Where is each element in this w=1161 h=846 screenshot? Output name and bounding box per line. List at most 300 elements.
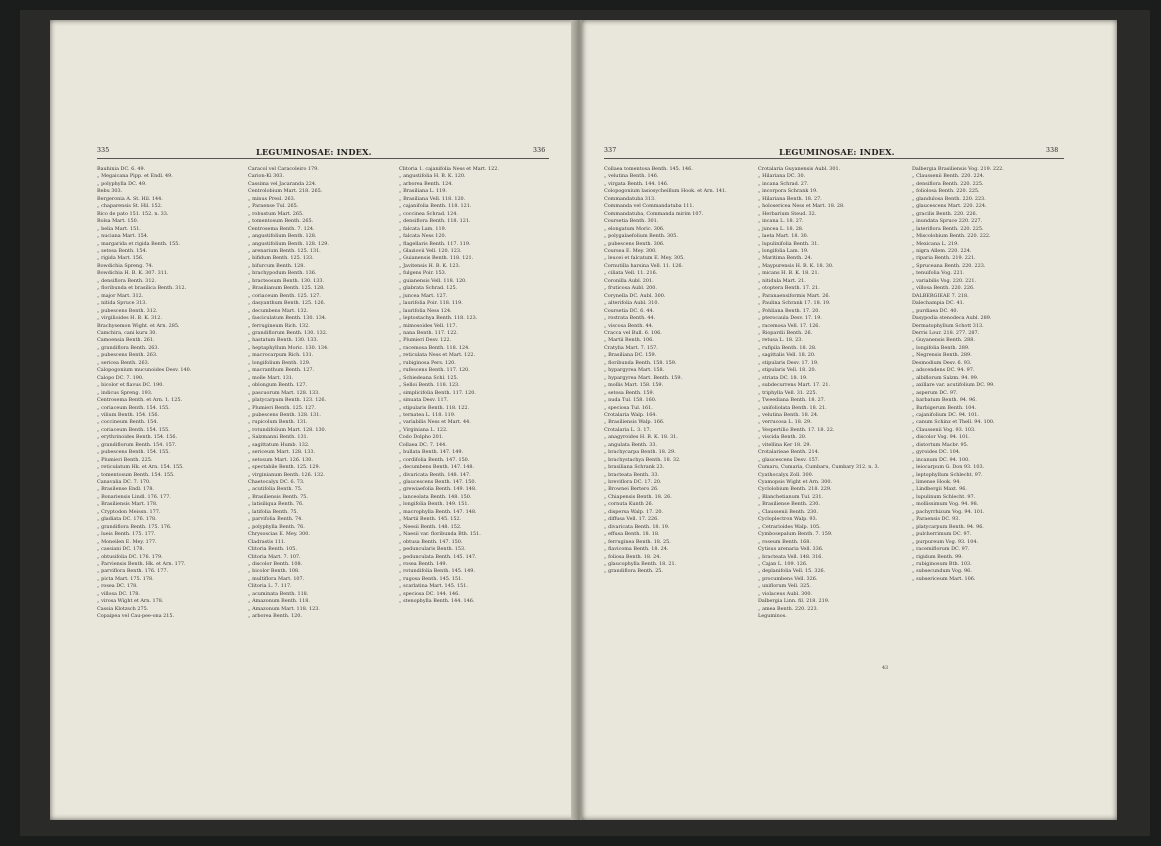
index-entry: „ vilium Benth. 154. 156. [97,411,160,418]
index-entry: „ angustifolia H. B. K. 120. [399,173,466,180]
index-entry: Clitoria 1. cajanifolia Ness et Mart. 122. [399,166,499,172]
index-entry: „ laurifolia Ness 124. [399,307,452,314]
index-entry: „ Brasiliana L. 119. [399,188,447,195]
index-entry: „ longifolium Benth. 129. [248,359,311,366]
index-entry: Chaetocalyx DC. 6. 73. [248,479,305,486]
index-entry: Brachysemon Wight. et Arn. 285. [97,322,180,329]
index-entry: „ sagittatum Humb. 132. [248,441,310,448]
index-entry: Cornutilla harsina Vell. 11. 126. [604,262,683,269]
index-entry: „ obtusa Benth. 147. 150. [399,538,463,545]
index-entry: „ mollis Mart. 158. 159. [604,382,664,389]
index-entry: „ margarida et rigida Benth. 155. [97,240,180,247]
index-entry: „ acutifolia Benth. 75. [248,486,303,493]
index-entry: „ virgilioides H. B. K. 312. [97,315,162,322]
index-entry: „ lupulinifolia Benth. 31. [758,240,819,247]
index-entry: Cracca vel Bull. 6. 106. [604,329,662,336]
index-entry: „ Brasilianum Benth. 125. 128. [248,285,325,292]
index-entry: „ coccinea Schrad. 124. [399,210,458,217]
index-entry: „ Paulina Schrank 17. 18. 19. [758,300,831,307]
index-entry: „ Cetrarioides Walp. 105. [758,523,821,530]
index-entry: „ lupulinum Schlecht. 97. [912,493,976,500]
index-entry: „ setosum Mart. 126. 130. [248,456,313,463]
index-entry: „ spectabile Benth. 125. 129. [248,464,321,471]
index-entry: „ platycarpum Benth. 123. 126. [248,397,327,404]
index-entry: Centrosema Benth. 7. 124. [248,225,315,232]
index-entry: „ guianensis Vell. 118. 120. [399,277,467,284]
index-entry: „ sericeum Mart. 128. 133. [248,449,316,456]
index-entry: „ Selloi Benth. 118. 123. [399,382,460,389]
left-page-title: LEGUMINOSAE: INDEX. [256,147,372,157]
index-entry: „ densiflora Benth. 312. [97,277,157,284]
index-entry: „ rosea Benth. 149. [399,561,447,568]
index-entry: Bico de pato 151. 152. n. 33. [97,210,169,217]
index-entry: Collaea tomentosa Benth. 145. 146. [604,166,693,172]
index-entry: „ sinuata Desv. 117. [399,397,449,404]
index-entry: „ grandiflora Benth. 263. [97,344,160,351]
index-entry: „ virosa Wight et Arn. 178. [97,598,164,605]
index-entry: Centrosema Benth. et Arn. 1. 125. [97,397,183,404]
index-entry: Bergeronia A. St. Hil. 144. [97,195,163,202]
index-entry: „ Claussenii Benth. 230. [758,508,818,515]
index-entry: „ Brasiliense Benth. 230. [758,501,820,508]
index-entry: Camchira, cani kuru 30. [97,329,157,336]
index-entry: „ speciosa DC. 144. 146. [399,590,460,597]
index-entry: „ Bonariensis Lindl. 176. 177. [97,493,171,500]
index-entry: Dalechampia DC. 41. [912,300,965,307]
left-header-rule [97,158,549,159]
index-entry: „ velutina Benth. 18. 24. [758,411,819,418]
index-entry: „ laurifolia Poir. 118. 119. [399,300,463,307]
index-entry: Crotalarieae Benth. 214. [758,449,820,456]
index-entry: „ pulcherrimum DC. 97. [912,531,972,538]
index-entry: „ Plumieri Desv. 122. [399,337,452,344]
index-entry: „ holosericea Ness et Mart. 18. 28. [758,203,845,210]
index-entry: „ rosea DC. 178. [97,583,138,590]
index-entry: „ pubescens Benth. 263. [97,352,158,359]
index-entry: „ stenophylla Benth. 144. 146. [399,598,475,605]
left-page-number: 335 [97,147,110,154]
index-entry: „ heptaphyllum Moric. 130. 134. [248,344,329,351]
index-entry: „ rubiginosa Pers. 120. [399,359,456,366]
index-entry: „ vitellina Ker 18. 29. [758,441,812,448]
index-entry: „ obtusifolia DC. 176. 179. [97,553,163,560]
index-entry: „ purdiaea DC. 40. [912,307,959,314]
index-entry: „ Schiedeana Schl. 125. [399,374,459,381]
index-entry: „ Riopardii Benth. 26. [758,329,813,336]
index-entry: „ stipularis Benth. 118. 122. [399,404,470,411]
index-entry: „ albiflorum Salzm. 94. 99. [912,374,979,381]
index-entry: „ anagyroides H. B. K. 18. 31. [604,434,678,441]
index-entry: „ Brasiliana Vell. 118. 120. [399,195,466,202]
index-entry: „ incanum DC. 94. 100. [912,456,970,463]
index-entry: „ platycarpum Benth. 94. 96. [912,523,984,530]
index-entry: „ rufescens Benth. 117. 120. [399,367,470,374]
index-entry: „ dispersa Walp. 17. 20. [604,508,664,515]
index-entry: „ striata DC. 18. 19. [758,374,808,381]
index-entry: „ deplanifolia Vell. 15. 326. [758,568,826,575]
index-entry: Carion-Ki 303. [248,173,284,180]
index-entry: „ Amazonum Benth. 118. [248,598,310,605]
index-entry: „ nigra Allem. 220. 224. [912,247,972,254]
index-entry: „ nuciana Mart. 154. [97,233,149,240]
index-entry: „ arborea Benth. 120. [248,613,302,620]
index-entry: „ canum Schinz et Thell. 94. 100. [912,419,995,426]
index-entry: „ angustifolium Benth. 128. 129. [248,240,329,247]
index-entry: Cyamopsis Wight et Arn. 300. [758,479,833,486]
index-entry: „ violaceus Aubl. 300. [758,590,813,597]
index-entry: Commandatuba 313. [604,195,656,202]
index-entry: Coronilla Aubl. 201. [604,277,654,284]
index-entry: „ Brasilense Endl. 178. [97,486,154,493]
index-entry: „ Salzmanni Benth. 131. [248,434,309,441]
index-entry: „ Plumieri Benth. 125. 127. [248,404,316,411]
index-entry: „ Vespertilio Benth. 17. 18. 22. [758,426,835,433]
index-entry: „ ferruginea Benth. 18. 25. [604,538,671,545]
index-entry: „ leptostachya Benth. 118. 123. [399,315,478,322]
index-entry: „ fulgens Poir. 153. [399,270,447,277]
index-entry: „ rugosa Benth. 145. 151. [399,575,463,582]
right-page-number: 337 [604,147,617,154]
right-page-title: LEGUMINOSAE: INDEX. [779,147,895,157]
index-entry: „ Naesii var. floribunda Bth. 151. [399,531,481,538]
index-entry: „ variabilis Ness et Mart. 44. [399,419,471,426]
index-entry: „ Amazonum Mart. 118. 123. [248,605,320,612]
right-page-number-right: 338 [1046,147,1059,154]
index-entry: Camoensia Benth. 261. [97,337,155,344]
index-entry: „ angulata Benth. 33. [604,441,657,448]
index-entry: „ villosa DC. 178. [97,590,140,597]
index-entry: „ subsericeum Mart. 106. [912,575,976,582]
index-entry: DALBERGIEAE 7. 218. [912,292,969,299]
index-entry: „ virginianum Benth. 126. 132. [248,471,325,478]
index-entry: „ pachyrrhizum Vog. 94. 101. [912,508,985,515]
index-entry: Cassima vel Jacaranda 224. [248,180,317,187]
index-entry: „ gracilis Benth. 220. 226. [912,210,978,217]
index-entry: „ pubescens Benth. 312. [97,307,158,314]
index-entry: „ inundata Spruce 220. 227. [912,218,983,225]
left-column-1 [97,166,257,621]
right-column-3 [912,166,1072,583]
index-entry: „ coccineum Benth. 154. [97,419,158,426]
index-entry: „ fasciculatum Benth. 130. 134. [248,315,327,322]
index-entry: „ floribunda Benth. 158. 159. [604,359,677,366]
index-entry: Collaea DC. 7. 144. [399,441,447,448]
index-entry: „ floribunda et brasilica Benth. 312. [97,285,187,292]
index-entry: „ nitida Spruce 313. [97,300,147,307]
index-entry: „ Paranaensiformis Mart. 26. [758,292,830,299]
index-entry: „ macranthum Benth. 127. [248,367,314,374]
index-entry: Colopogonium lasiosycheillum Hook. et Arn. 141. [604,188,727,195]
index-entry: Coursetia Benth. 301. [604,218,659,225]
index-entry: „ micans H. B. K. 18. 21. [758,270,820,277]
index-entry: „ Negrensis Benth. 289. [912,352,972,359]
index-entry: „ rigidum Benth. 99. [912,553,963,560]
index-entry: „ ferrugineum Rich. 132. [248,322,310,329]
right-page [582,20,1117,820]
index-entry: „ pubescens Benth. 128. 131. [248,411,321,418]
index-entry: Codo Dolpho 201. [399,434,444,441]
index-entry: „ foliolosa Benth. 220. 225. [912,188,980,195]
index-entry: Coursetia DC. 6. 44. [604,307,655,314]
index-entry: „ discolor Benth. 108. [248,561,303,568]
index-entry: „ Brasiliana DC. 159. [604,352,657,359]
index-entry: „ glaucescens Desv. 157. [758,456,820,463]
index-entry: „ stipularis Desv. 17. 19. [758,359,819,366]
index-entry: „ coriaceum Benth. 154. 155. [97,404,170,411]
index-entry: „ Martii Benth. 106. [604,337,654,344]
index-entry: „ Brasiliensis Benth. 75. [248,493,308,500]
index-entry: „ Maritima Benth. 24. [758,255,813,262]
index-entry: Calopogonium mucunoides Desv. 140. [97,367,192,374]
index-entry: „ rigida Mart. 156. [97,255,144,262]
index-entry: „ falcata Lam. 119. [399,225,447,232]
index-entry: Caracol vel Caracoleiro 179. [248,166,319,172]
index-entry: „ bracteosum Benth. 130. 133. [248,277,325,284]
index-entry: „ peduncularis Benth. 153. [399,546,466,553]
index-entry: „ Spruceana Benth. 220. 223. [912,262,986,269]
index-entry: „ indicus Spreng. 193. [97,389,153,396]
index-entry: „ sagittalis Vell. 18. 20. [758,352,816,359]
index-entry: „ cajanifolia Benth. 118. 121. [399,203,472,210]
index-entry: „ coriaceum Benth. 125. 127. [248,292,321,299]
index-entry: „ adscendens DC. 94. 97. [912,367,975,374]
index-entry: „ elongatum Moric. 306. [604,225,665,232]
index-entry: „ Chiapensis Benth. 18. 26. [604,493,672,500]
index-entry: „ incana Schrad. 27. [758,180,809,187]
index-entry: Bauhinia DC. 6. 49. [97,166,146,172]
index-entry: „ molle Mart. 131. [248,374,294,381]
index-entry: „ Miscolobium Benth. 220. 222. [912,233,991,240]
index-entry: „ Parviensis Benth. Hk. et Arn. 177. [97,561,186,568]
index-entry: „ longifolia Benth. 149. 151. [399,501,469,508]
index-entry: „ cordifolia Benth. 147. 150. [399,456,470,463]
index-entry: Clitoria Benth. 105. [248,546,297,553]
index-entry: „ latifolia Benth. 75. [248,508,299,515]
index-entry: „ rostrata Benth. 44. [604,315,656,322]
index-entry: „ villosa Benth. 220. 226. [912,285,975,292]
index-entry: „ barbatum Benth. 94. 96. [912,397,977,404]
page-signature: 43 [882,666,889,671]
index-entry: „ major Mart. 312. [97,292,144,299]
index-entry: „ polyphylla DC. 49. [97,180,147,187]
index-entry: Bebu 303. [97,188,123,195]
left-column-2 [248,166,408,621]
index-entry: „ hypargyrea Mart. Benth. 159. [604,374,683,381]
index-entry: „ belia Mart. 151. [97,225,141,232]
index-entry: „ pubescens Benth. 154. 155. [97,449,170,456]
index-entry: „ erythrinoides Benth. 154. 156. [97,434,178,441]
index-entry: „ speciosa Tul. 161. [604,404,653,411]
index-entry: „ breviflora DC. 17. 20. [604,479,662,486]
index-entry: „ Blanchetianum Tul. 231. [758,493,824,500]
index-entry: „ brachystachya Benth. 18. 32. [604,456,681,463]
index-entry: Dermatophyllum Schott 313. [912,322,984,329]
index-entry: „ Plumieri Benth. 225. [97,456,153,463]
index-entry: Centrolobium Mart. 218. 265. [248,188,323,195]
index-entry: „ angustifolium Benth. 128. [248,233,317,240]
index-entry: „ brasiliana Schrank 23. [604,464,665,471]
index-entry: „ pedunculata Benth. 145. 147. [399,553,477,560]
index-entry: „ otoptera Benth. 17. 21. [758,285,820,292]
index-entry: „ racemosa Vell. 17. 126. [758,322,820,329]
index-entry: „ subdecurrens Mart. 17. 21. [758,382,831,389]
index-entry: „ glabrata Schrad. 125. [399,285,458,292]
index-entry: „ amea Benth. 220. 223. [758,605,819,612]
index-entry: „ fruticosa Aubl. 200. [604,285,657,292]
index-entry: „ Neesii Benth. 148. 152. [399,523,462,530]
index-entry: „ Herbarium Steud. 32. [758,210,817,217]
index-entry: „ ciliata Vell. 11. 216. [604,270,658,277]
index-entry: „ cassiani DC. 178. [97,546,144,553]
index-entry: „ Hilariana Benth. 18. 27. [758,195,822,202]
index-entry: „ pterocaula Desv. 17. 19. [758,315,822,322]
index-entry: „ viscosa Benth. 44. [604,322,654,329]
left-column-3 [399,166,559,606]
index-entry: „ verrucosa L. 18. 29. [758,419,812,426]
index-entry: „ Maypurensis H. B. K. 18. 30. [758,262,834,269]
index-entry: „ roseum Benth. 168. [758,538,811,545]
index-entry: „ Claussenii Benth. 220. 224. [912,173,985,180]
index-entry: „ parvifolia Benth. 74. [248,516,303,523]
index-entry: „ flagellaris Benth. 117. 119. [399,240,471,247]
index-entry: „ grandiflora Benth. 25. [604,568,663,575]
index-entry: „ cajanifolium DC. 94. 101. [912,411,979,418]
index-entry: „ divaricata Benth. 148. 147. [399,471,471,478]
index-entry: Cymbosepalum Benth. 7. 159. [758,531,833,538]
index-entry: „ glaucescens Benth. 147. 150. [399,479,477,486]
index-entry: Clitoria L. 7. 117. [248,583,292,590]
index-entry: „ arborea Benth. 124. [399,180,453,187]
index-entry: „ mollissimum Vog. 94. 98. [912,501,979,508]
index-entry: „ bifurcum Benth. 128. [248,262,305,269]
index-entry: „ lueis Benth. 175. 177. [97,531,156,538]
index-entry: Crotalaria Walp. 164. [604,411,657,418]
left-page [50,20,578,820]
index-entry: „ Javitensis H. B. K. 123. [399,262,461,269]
index-entry: „ bracteata Vell. 148. 316. [758,553,823,560]
index-entry: „ juncea Mart. 127. [399,292,448,299]
index-entry: „ falcata Ness 120. [399,233,447,240]
index-entry: „ Barbigerum Benth. 104. [912,404,977,411]
index-entry: Bowdichia H. B. K. 307. 311. [97,270,169,277]
index-entry: „ sericea Benth. 263. [97,359,150,366]
index-entry: „ ternatea L. 118. 119. [399,411,456,418]
left-page-number-right: 336 [533,147,546,154]
index-entry: „ subsecundum Vog. 96. [912,568,972,575]
index-entry: „ tenuifolia Vog. 221. [912,270,965,277]
index-entry: „ flavicoma Benth. 18. 24. [604,546,669,553]
index-entry: „ triphylla Vell. 31. 225. [758,389,818,396]
index-entry: „ arenarium Benth. 125. 131. [248,247,321,254]
index-entry: „ rupicolum Benth. 131. [248,419,308,426]
index-entry: Copaipea vel Cau-pee-ona 215. [97,613,175,620]
index-entry: „ simplicifolia Benth. 117. 120. [399,389,476,396]
right-column-2 [758,166,918,621]
index-entry: „ lateriflora Benth. 220. 225. [912,225,984,232]
index-entry: Bolsa Mart. 150. [97,218,139,225]
index-entry: „ limense Hook. 94. [912,479,961,486]
index-entry: „ bicolor et flavus DC. 190. [97,382,164,389]
index-entry: Canavalia DC. 7. 170. [97,479,151,486]
index-entry: „ densiflora Benth. 220. 225. [912,180,984,187]
index-entry: „ glaucophylla Benth. 18. 21. [604,561,677,568]
index-entry: Chrysoscias E. Mey. 300. [248,531,310,538]
index-entry: „ gyroides DC. 104. [912,449,961,456]
index-entry: „ procumbens Vell. 326. [758,575,818,582]
index-entry: „ nuda Tul. 158. 160. [604,397,657,404]
index-entry: „ grandiflorum Benth. 130. 132. [248,329,328,336]
index-entry: „ Brasiliensis Walp. 166. [604,419,665,426]
index-entry: „ stipularis Vell. 18. 20. [758,367,817,374]
index-entry: „ tomentosum Benth. 265. [248,218,314,225]
index-entry: „ oblongum Benth. 127. [248,382,308,389]
index-entry: Dalbergia Brasiliensis Vog. 219. 222. [912,166,1004,172]
index-entry: „ unifoliolata Benth. 18. 21. [758,404,827,411]
index-entry: „ asperum DC. 97. [912,389,958,396]
index-entry: „ cornuta Kunth 26. [604,501,654,508]
index-entry: „ brachycarpa Benth. 18. 29. [604,449,676,456]
index-entry: „ Paraensis DC. 93. [912,516,960,523]
index-entry: Dasypodia stenodeca Aubl. 289. [912,315,992,322]
index-entry: „ multiflora Mart. 107. [248,575,305,582]
index-entry: „ setosa Benth. 159. [604,389,655,396]
index-entry: „ tomentosum Benth. 154. 155. [97,471,175,478]
index-entry: „ scarlatina Mart. 145. 151. [399,583,468,590]
index-entry: Cladrastis 111. [248,538,286,545]
index-entry: Commandatuba, Commanda mirim 107. [604,210,704,217]
index-entry: Cratylia Mart. 7. 157. [604,344,658,351]
index-entry: „ Brownei Bertero 26. [604,486,659,493]
index-entry: „ Paraense Tul. 265. [248,203,299,210]
index-entry: „ robustum Mart. 265. [248,210,304,217]
index-entry: „ axillare var. acutifolium DC. 99. [912,382,995,389]
index-entry: „ retusa L. 18. 23. [758,337,803,344]
index-entry: Cyathocalyx Zoll. 300. [758,471,814,478]
index-entry: „ glandulosa Benth. 220. 223. [912,195,986,202]
index-entry: „ laeta Mart. 18. 30. [758,233,809,240]
index-entry: „ effusa Benth. 18. 18. [604,531,660,538]
index-entry: „ latisiliqua Benth. 76. [248,501,304,508]
index-entry: „ grewiaefolia Benth. 149. 148. [399,486,477,493]
index-entry: „ reticulatum Hk. et Arn. 154. 155. [97,464,184,471]
index-entry: Corynella DC. Aubl. 300. [604,292,666,299]
index-entry: „ polyphylla Benth. 76. [248,523,305,530]
index-entry: „ incorpora Schrank 19. [758,188,818,195]
index-entry: Cyclolobium Benth. 218. 229. [758,486,832,493]
index-entry: Desmodium Desv. 6. 93. [912,359,972,366]
index-entry: „ longifolia Benth. 289. [912,344,970,351]
index-entry: „ Cajan L. 109. 126. [758,561,808,568]
index-entry: „ alterifolia Aubl. 310. [604,300,660,307]
index-entry: „ Pohliana Benth. 17. 20. [758,307,820,314]
index-entry: Cassia Klotzsch 275. [97,605,149,612]
index-entry: „ grandiflorum Benth. 154. 157. [97,441,177,448]
index-entry: Bowdichia Spreng. 74. [97,262,154,269]
index-entry: „ uniflorum Vell. 325. [758,583,811,590]
index-entry: „ nana Benth. 117. 122. [399,329,458,336]
index-entry: „ bifidum Benth. 125. 133. [248,255,314,262]
index-entry: Crotalaria L. 3. 17. [604,426,652,433]
index-entry: „ gladiata DC. 176. 178. [97,516,157,523]
index-entry: „ rufipila Benth. 18. 28. [758,344,817,351]
index-entry: „ bicolor Benth. 108. [248,568,300,575]
index-entry: „ rotundifolia Benth. 145. 149. [399,568,475,575]
index-entry: „ Glaziovii Vell. 120. 123. [399,247,462,254]
index-entry: Clitoria Mart. 7. 107. [248,553,301,560]
index-entry: „ minus Presl. 263. [248,195,296,202]
index-entry: „ mimosoides Vell. 117. [399,322,458,329]
index-entry: „ macrophylla Benth. 147. 148. [399,508,477,515]
